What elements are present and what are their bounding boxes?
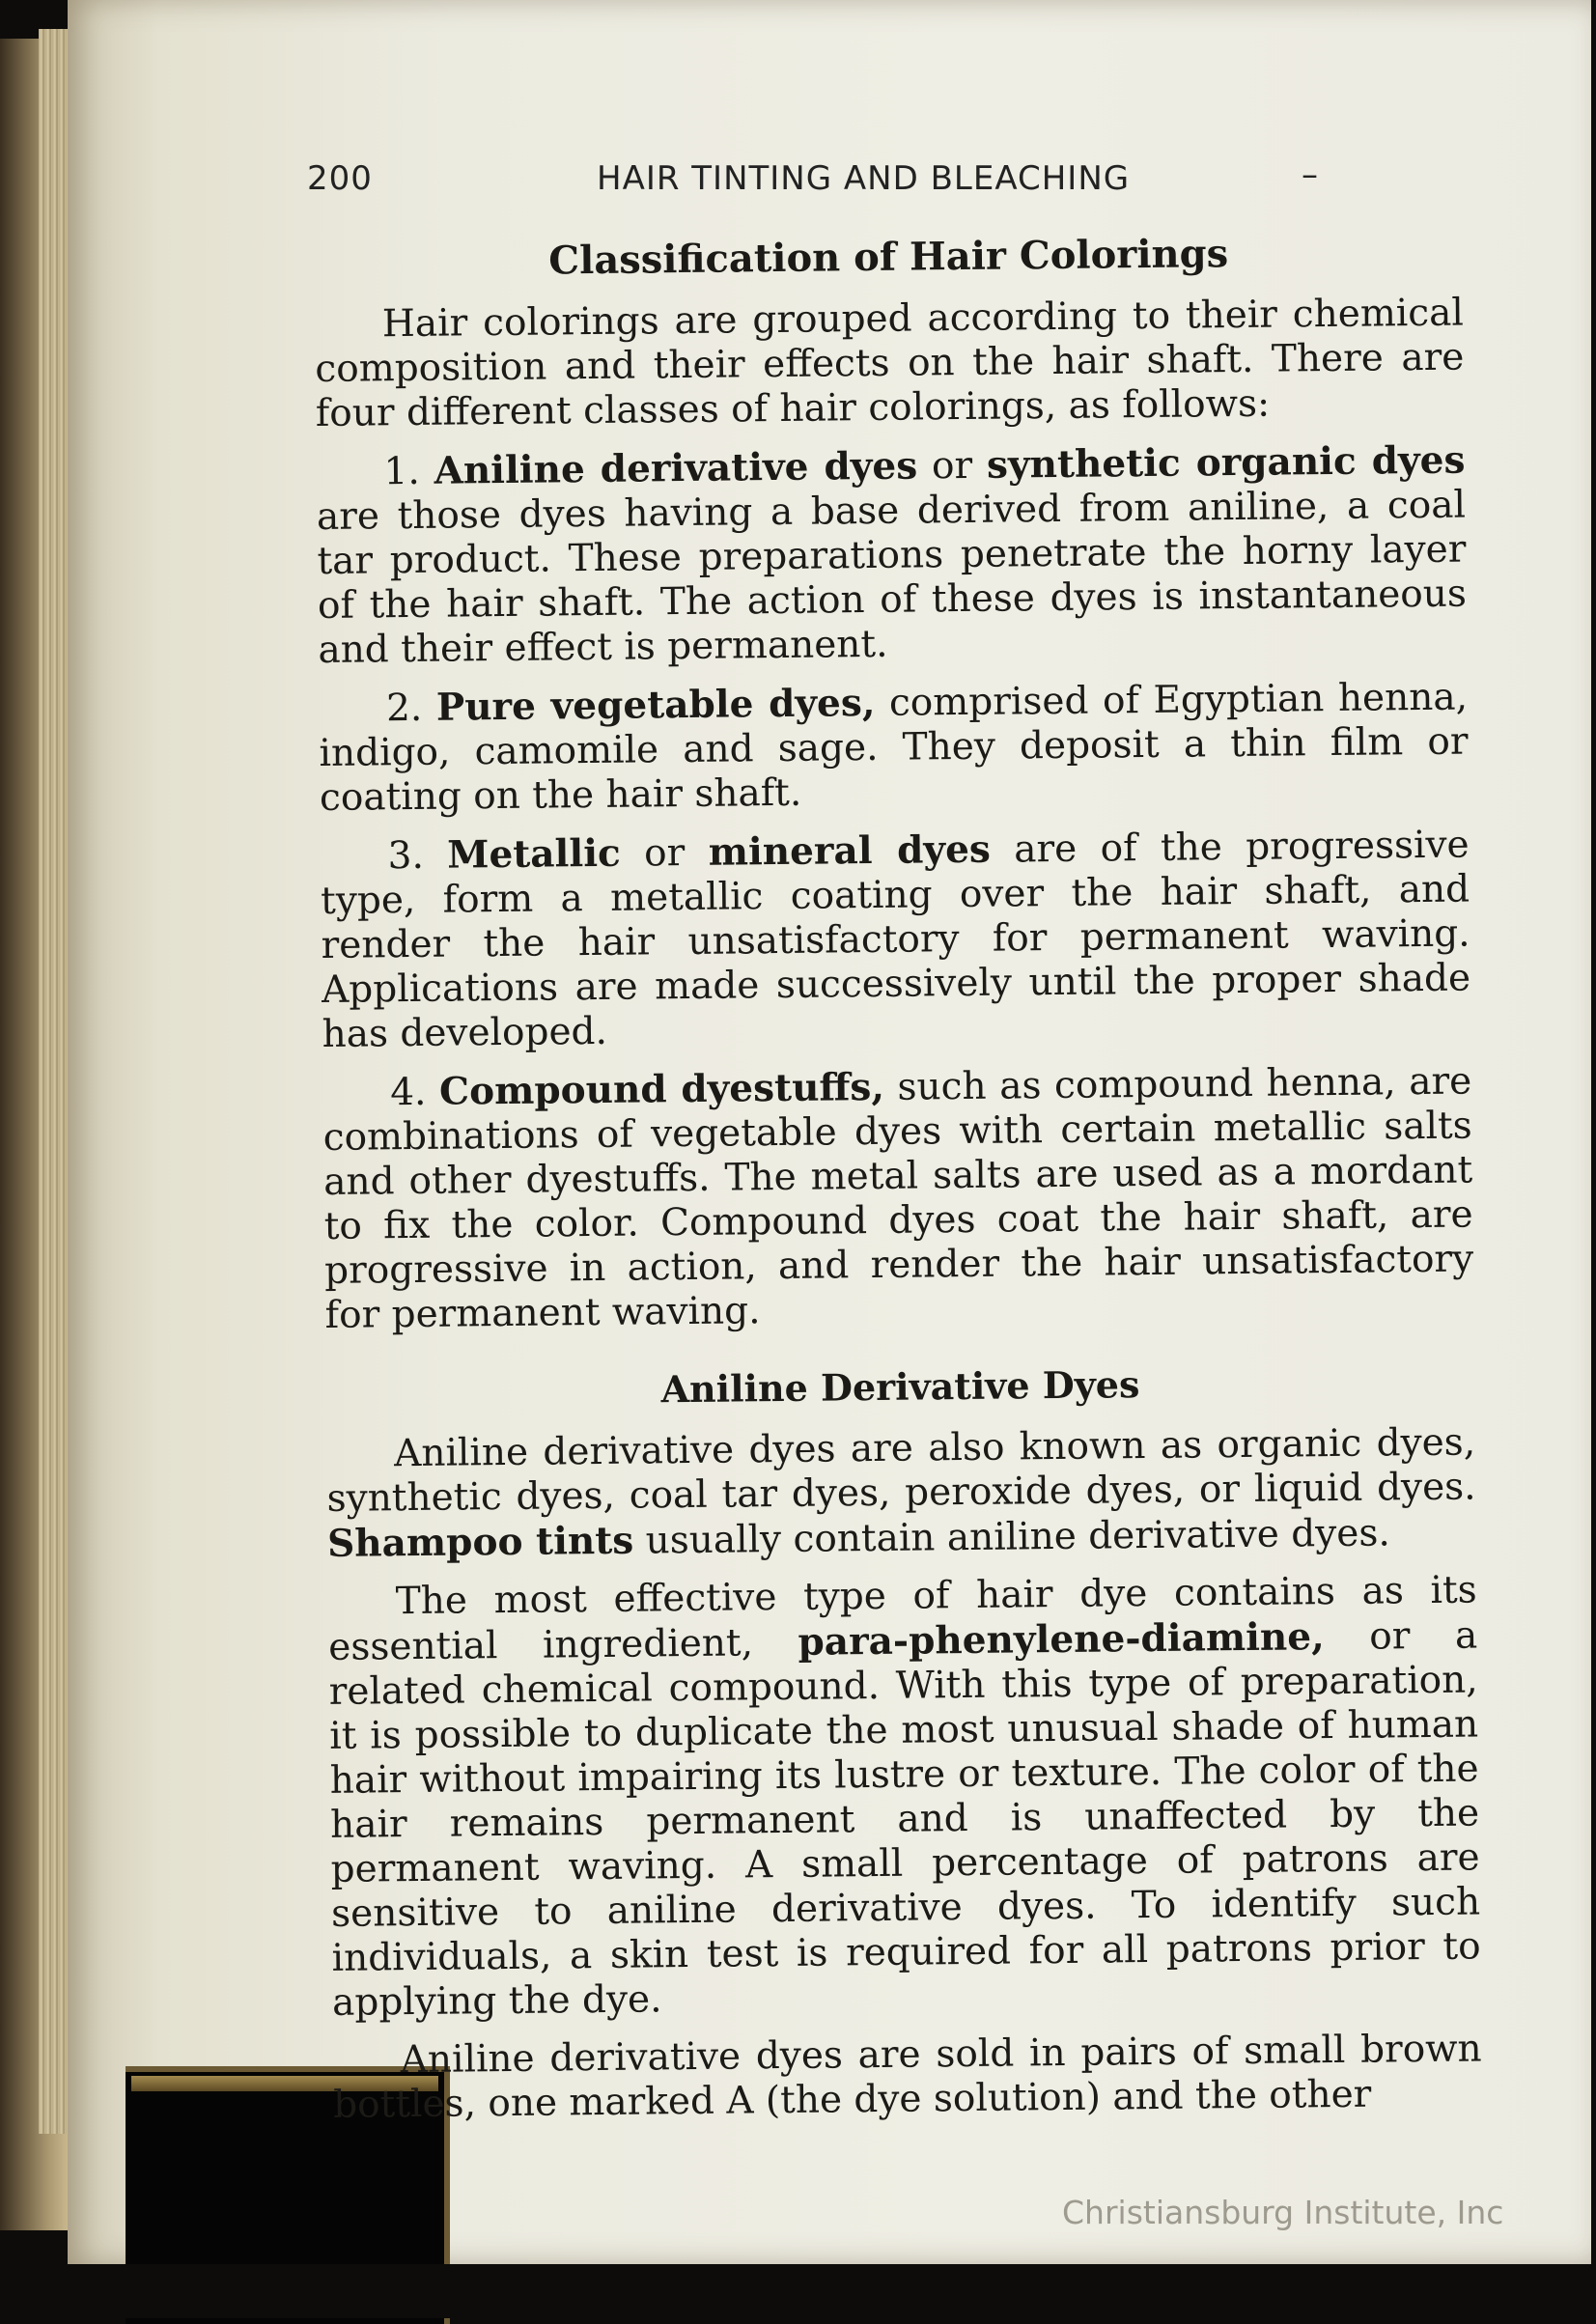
paragraph [328,1568,1482,2025]
section-heading-classification: Classification of Hair Colorings [548,231,1229,284]
bold-term: para-phenylene-diamine, [798,1614,1325,1665]
watermark: Christiansburg Institute, Inc [1062,2194,1504,2231]
item-number: 2. [385,686,423,731]
intro-paragraph: Hair colorings are grouped according to their chemical composition and their effects on the hair shaft. There are four different classes of hair colorings, as follows: [315,291,1465,435]
background-band [0,2264,1596,2318]
item-term: Compound dyestuffs, [438,1064,885,1114]
item-number: 1. [383,449,420,494]
bold-term: Shampoo tints [326,1518,634,1566]
running-head-mark: – [1302,155,1319,194]
paragraph-text: or a related chemical compound. With this type of preparation, it is possible to duplicate the most unusual shade of human hair without impairing its lustre or texture. The color of the hair remains permanent and is unaffected by the permanent waving. A small percentage of patrons are sensitive to aniline derivative dyes. To identify such individuals, a skin test is required for all patrons prior to applying the dye. [328,1613,1481,2025]
item-term: Metallic [447,830,621,878]
item-text: are of the progressive type, form a metallic coating over the hair shaft, and render the hair unsatisfactory for permanent waving. Applications are made successively until the proper shade has developed. [320,823,1471,1056]
item-term: Pure vegetable dyes, [435,680,876,730]
item-number: 3. [387,833,425,879]
page-number: 200 [307,159,373,198]
list-item [322,1058,1474,1337]
paragraph-text: The most effective type of hair dye contains as its essential ingredient, [328,1568,1477,1669]
paragraph: Aniline derivative dyes are sold in pairs of small brown bottles, one marked A (the dye solution) and the other [332,2027,1482,2127]
item-text: such as compound henna, are combinations of vegetable dyes with certain metallic salts and other dyestuffs. The metal salts are used as a mordant to fix the color. Compound dyes coat the hair shaft, are progressive in action, and render the hair unsatisfactory for permanent waving. [322,1059,1474,1337]
running-head [307,155,1369,204]
list-item [316,438,1467,673]
item-connector: or [916,443,988,489]
paragraph-text: usually contain aniline derivative dyes. [632,1511,1391,1563]
paragraph [326,1420,1476,1566]
list-item [320,823,1470,1057]
item-connector: or [620,830,709,876]
item-number: 4. [390,1070,427,1115]
page-content [314,230,1483,2142]
section-heading-aniline: Aniline Derivative Dyes [660,1362,1140,1412]
item-term-alt: synthetic organic dyes [986,437,1466,488]
item-text: are those dyes having a base derived from aniline, a coal tar product. These preparations penetrate the horny layer of the hair shaft. The action of these dyes is instantaneous and their effect is permanent. [316,483,1468,672]
item-text: comprised of Egyptian henna, indigo, camomile and sage. They deposit a thin film or coating on the hair shaft. [319,675,1469,820]
paragraph-text: Aniline derivative dyes are also known as organic dyes, synthetic dyes, coal tar dyes, peroxide dyes, or liquid dyes. [326,1420,1476,1521]
list-item [319,675,1469,821]
running-head-title: HAIR TINTING AND BLEACHING [597,159,1131,198]
item-term: Aniline derivative dyes [434,443,918,493]
item-term-alt: mineral dyes [708,826,992,875]
